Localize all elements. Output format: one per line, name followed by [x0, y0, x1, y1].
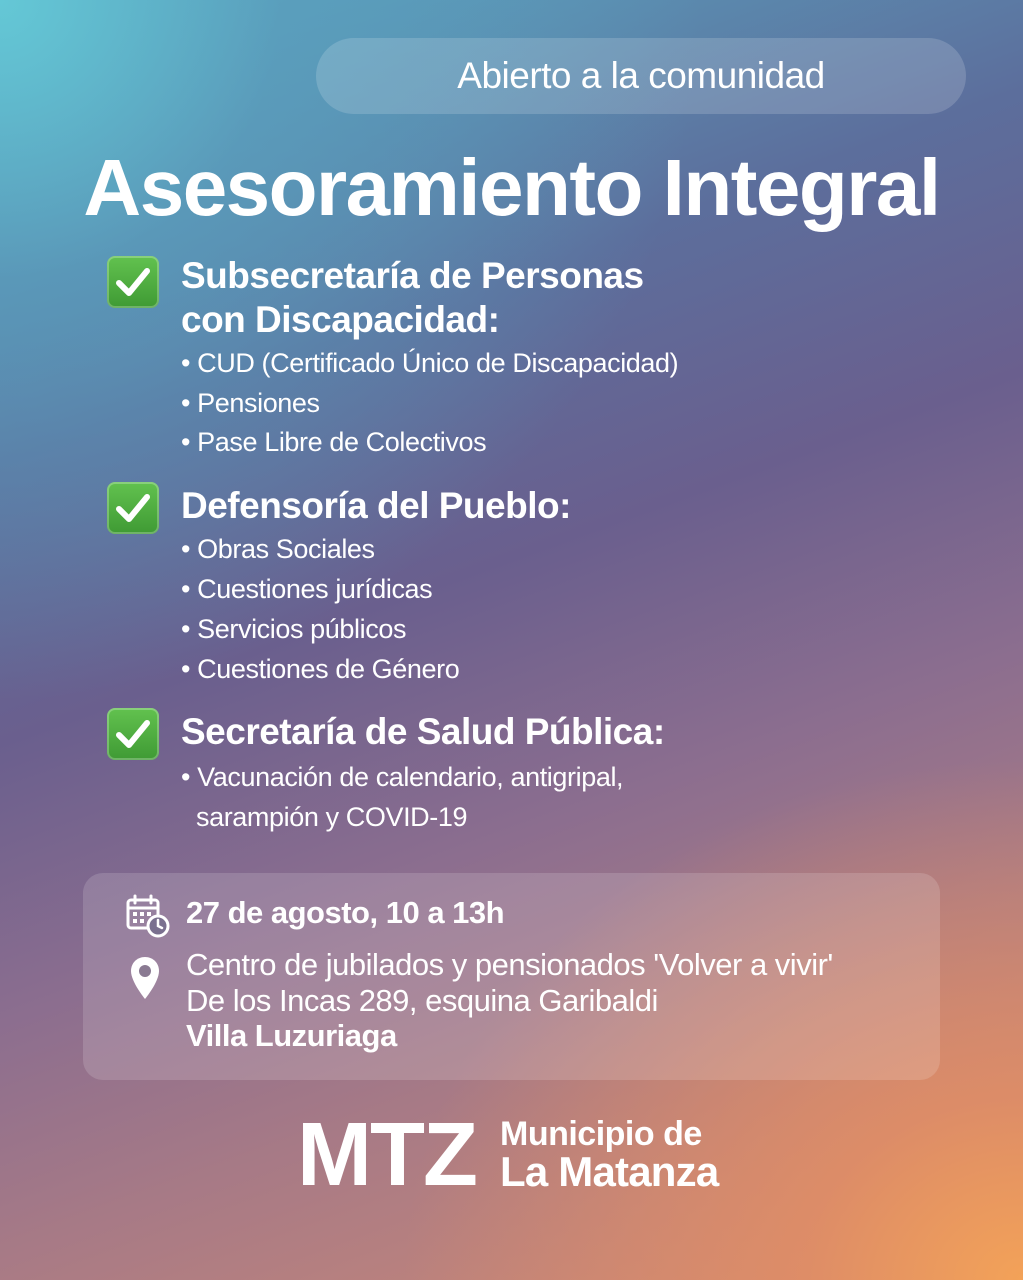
- event-place: Centro de jubilados y pensionados 'Volver a vivir': [186, 947, 833, 982]
- community-badge: [316, 38, 966, 114]
- map-pin-icon: [129, 955, 161, 1001]
- section-heading: [181, 484, 571, 528]
- heading-line: Subsecretaría de Personas: [181, 255, 644, 296]
- heading-line: Secretaría de Salud Pública:: [181, 711, 665, 752]
- list-item: • Cuestiones de Género: [181, 654, 460, 684]
- calendar-clock-icon: [125, 893, 171, 939]
- check-mark-icon: [107, 256, 159, 308]
- heading-line: Defensoría del Pueblo:: [181, 485, 571, 526]
- list-item: • Obras Sociales: [181, 534, 375, 564]
- heading-line: con Discapacidad:: [181, 299, 500, 340]
- list-item: • Servicios públicos: [181, 614, 407, 644]
- check-mark-icon: [107, 482, 159, 534]
- list-item: • Pensiones: [181, 388, 320, 418]
- list-item: • Vacunación de calendario, antigripal,: [181, 762, 624, 792]
- section-heading: [181, 710, 665, 754]
- section-heading: [181, 254, 644, 342]
- list-item: sarampión y COVID-19: [196, 802, 468, 832]
- event-address: De los Incas 289, esquina Garibaldi: [186, 983, 658, 1018]
- list-item: • CUD (Certificado Único de Discapacidad): [181, 348, 679, 378]
- community-badge-label: Abierto a la comunidad: [457, 55, 825, 96]
- event-date: 27 de agosto, 10 a 13h: [186, 895, 505, 930]
- logo-line-2: La Matanza: [500, 1148, 719, 1195]
- check-mark-icon: [107, 708, 159, 760]
- logo-mark: MTZ: [297, 1105, 476, 1205]
- list-item: • Cuestiones jurídicas: [181, 574, 433, 604]
- logo-line-1: Municipio de: [500, 1115, 702, 1153]
- page-title: Asesoramiento Integral: [83, 143, 940, 232]
- list-item: • Pase Libre de Colectivos: [181, 427, 487, 457]
- event-neighborhood: Villa Luzuriaga: [186, 1018, 397, 1053]
